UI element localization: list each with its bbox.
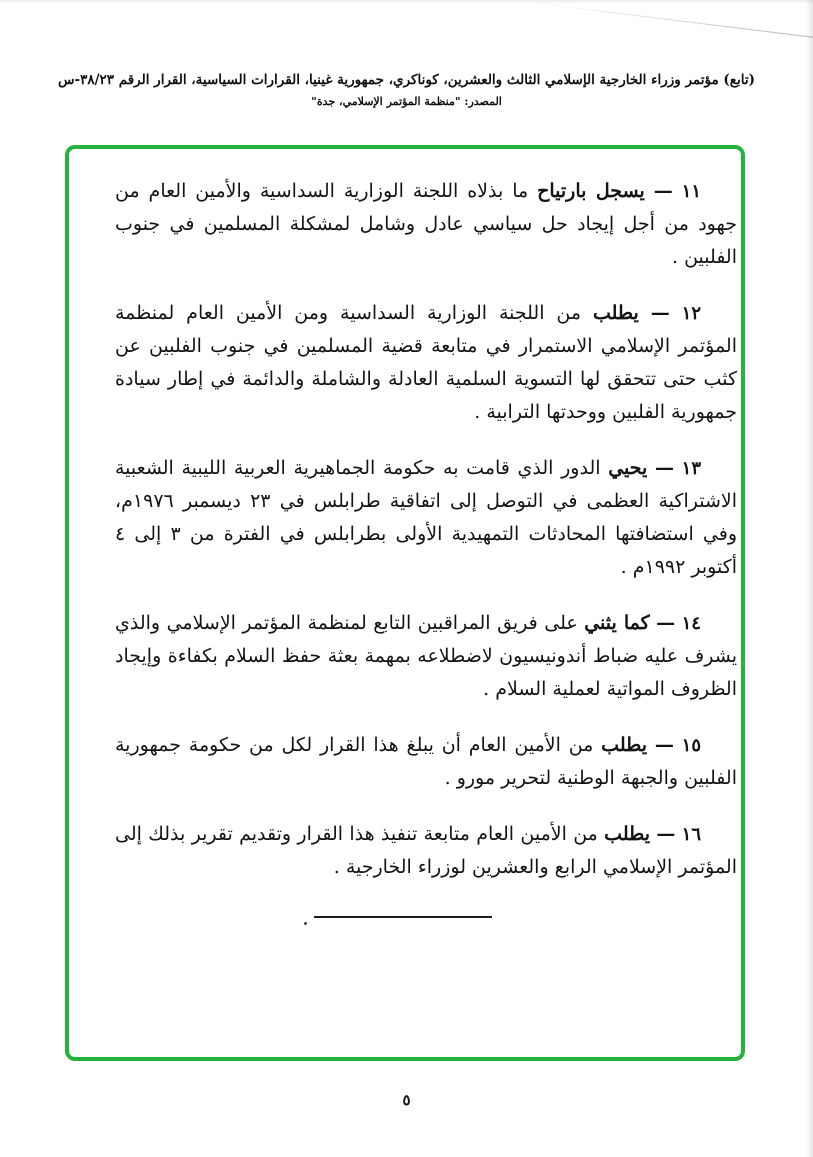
resolution-item-11 — [115, 175, 737, 274]
item-text: الدور الذي قامت به حكومة الجماهيرية العربية الليبية الشعبية الاشتراكية العظمى في التوصل إلى اتفاقية طرابلس في ٢٣ ديسمبر ١٩٧٦م، وفي استضافتها المحادثات التمهيدية الأولى بطرابلس في الفترة من ٣ إلى ٤ أكتوبر ١٩٩٢م . — [115, 457, 737, 578]
item-text: من الأمين العام متابعة تنفيذ هذا القرار وتقديم تقرير بذلك إلى المؤتمر الإسلامي الرابع والعشرين لوزراء الخارجية . — [115, 823, 737, 878]
item-lead: يحيي — [608, 457, 648, 479]
item-dash: — — [655, 457, 674, 479]
item-number: ١١ — [681, 181, 701, 202]
resolution-body — [69, 149, 741, 918]
end-of-text-divider — [314, 916, 492, 918]
item-text: على فريق المراقبين التابع لمنظمة المؤتمر الإسلامي والذي يشرف عليه ضباط أندونيسيون لاضطلاعه بمهمة بعثة حفظ السلام بكفاءة وإيجاد الظروف المواتية لعملية السلام . — [115, 612, 737, 700]
resolution-item-14 — [115, 607, 737, 706]
document-header — [40, 72, 773, 108]
scan-edge-shadow — [806, 0, 813, 1157]
scan-crease-artifact — [534, 3, 813, 43]
item-lead: كما يثني — [584, 612, 650, 634]
header-source-line: المصدر: "منظمة المؤتمر الإسلامي، جدة" — [311, 95, 502, 108]
item-number: ١٥ — [681, 735, 701, 756]
item-dash: — — [653, 180, 673, 202]
item-lead: يطلب — [592, 302, 639, 324]
item-dash: — — [656, 823, 676, 845]
item-lead: يطلب — [601, 734, 647, 756]
resolution-item-13 — [115, 452, 737, 584]
item-number: ١٢ — [681, 303, 701, 324]
item-dash: — — [654, 734, 674, 756]
resolution-item-15 — [115, 729, 737, 795]
highlight-frame — [65, 145, 745, 1061]
item-text: ما بذلاه اللجنة الوزارية السداسية والأمين العام من جهود من أجل إيجاد حل سياسي عادل وشامل لمشكلة المسلمين في جنوب الفلبين . — [115, 180, 737, 268]
item-dash: — — [656, 612, 676, 634]
header-title-line: (تابع) مؤتمر وزراء الخارجية الإسلامي الثالث والعشرين، كوناكري، جمهورية غينيا، القرارات السياسية، القرار الرقم ٣٨/٢٣-س — [58, 72, 755, 88]
item-text: من الأمين العام أن يبلغ هذا القرار لكل من حكومة جمهورية الفلبين والجبهة الوطنية لتحرير مورو . — [115, 734, 737, 789]
item-lead: يسجل بارتياح — [537, 180, 645, 202]
item-lead: يطلب — [604, 823, 650, 845]
item-number: ١٤ — [681, 613, 701, 634]
item-dash: — — [650, 302, 670, 324]
scan-top-shadow — [0, 0, 813, 4]
page-number: ٥ — [402, 1091, 411, 1109]
item-number: ١٦ — [681, 824, 701, 845]
item-text: من اللجنة الوزارية السداسية ومن الأمين العام لمنظمة المؤتمر الإسلامي الاستمرار في متابعة قضية المسلمين في جنوب الفلبين عن كثب حتى تتحقق لها التسوية السلمية العادلة والشاملة والدائمة في إطار سيادة جمهورية الفلبين ووحدتها الترابية . — [115, 302, 737, 423]
resolution-item-16 — [115, 818, 737, 884]
item-number: ١٣ — [681, 458, 702, 479]
resolution-item-12 — [115, 297, 737, 429]
